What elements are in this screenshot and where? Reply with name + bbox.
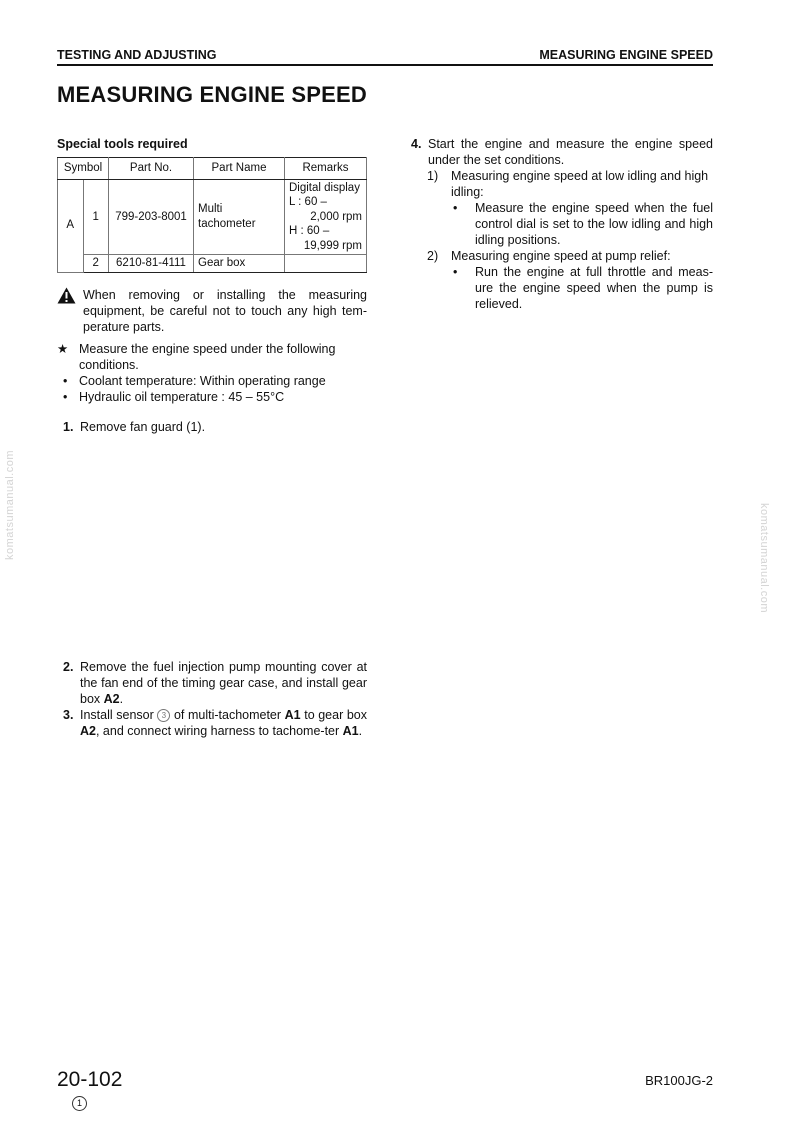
condition-text: Coolant temperature: Within operating range bbox=[79, 373, 326, 388]
step-text: . bbox=[119, 691, 124, 706]
revision-badge: 1 bbox=[72, 1096, 87, 1111]
circled-number: 3 bbox=[157, 709, 170, 722]
remarks-cell bbox=[285, 179, 367, 255]
watermark-left: komatsumanual.com bbox=[4, 450, 16, 560]
step-4 bbox=[411, 136, 713, 168]
table-header-row bbox=[58, 158, 367, 180]
bullet-icon: • bbox=[453, 201, 458, 215]
sub-step-number: 2) bbox=[427, 249, 439, 263]
star-icon: ★ bbox=[57, 341, 69, 356]
sub-step bbox=[411, 248, 713, 264]
number-cell: 1 bbox=[83, 179, 109, 255]
step-text: to gear box bbox=[300, 707, 367, 722]
page-title: MEASURING ENGINE SPEED bbox=[57, 82, 368, 107]
bullet-icon: • bbox=[63, 389, 68, 404]
list-item bbox=[57, 373, 367, 389]
step-1 bbox=[57, 419, 367, 435]
page-number: 20-102 bbox=[57, 1068, 123, 1091]
condition-text: Hydraulic oil temperature : 45 – 55°C bbox=[79, 389, 285, 404]
step-text: Start the engine and measure the engine speed under the set conditions. bbox=[428, 137, 713, 167]
left-column bbox=[57, 136, 367, 739]
step-number: 4. bbox=[411, 137, 422, 151]
table-row bbox=[58, 255, 367, 273]
column-header: Symbol bbox=[58, 158, 109, 180]
tool-ref: A1 bbox=[284, 707, 301, 722]
part-name-line: Multi bbox=[198, 203, 223, 216]
step-text: . bbox=[358, 723, 363, 738]
bullet-icon: • bbox=[453, 265, 458, 279]
bullet-icon: • bbox=[63, 373, 68, 388]
step-number: 1. bbox=[63, 419, 74, 434]
column-header: Part No. bbox=[109, 158, 194, 180]
special-tools-table bbox=[57, 157, 367, 273]
watermark-right: komatsumanual.com bbox=[758, 503, 770, 613]
remarks-line: H : 60 – bbox=[289, 225, 330, 237]
step-text: , and connect wiring harness to tachome-ter bbox=[95, 723, 343, 738]
right-column bbox=[411, 136, 713, 312]
warning-triangle-icon bbox=[57, 287, 76, 308]
step-number: 2. bbox=[63, 659, 74, 674]
bullet-text: Run the engine at full throttle and meas-ure the engine speed when the pump is relieved. bbox=[475, 265, 713, 311]
tool-ref: A1 bbox=[342, 723, 359, 738]
sub-step bbox=[411, 168, 713, 200]
list-item bbox=[411, 264, 713, 312]
step-text: Install sensor bbox=[80, 707, 158, 722]
step-text: Remove the fuel injection pump mounting cover at the fan end of the timing gear case, and install gear box bbox=[80, 659, 367, 706]
part-name-cell bbox=[194, 179, 285, 255]
tool-ref: A2 bbox=[103, 691, 120, 706]
special-tools-heading: Special tools required bbox=[57, 137, 188, 151]
column-header: Remarks bbox=[285, 158, 367, 180]
column-header: Part Name bbox=[194, 158, 285, 180]
sub-step-text: Measuring engine speed at pump relief: bbox=[451, 249, 671, 263]
remarks-line: 19,999 rpm bbox=[303, 239, 362, 252]
document-id: BR100JG-2 bbox=[645, 1073, 713, 1088]
warning-note bbox=[57, 287, 367, 335]
warning-text: When removing or installing the measuring equipment, be careful not to touch any high tem-perature parts. bbox=[83, 287, 367, 334]
step-number: 3. bbox=[63, 707, 74, 722]
bullet-text: Measure the engine speed when the fuel control dial is set to the low idling and high idling positions. bbox=[475, 201, 713, 247]
table-row bbox=[58, 179, 367, 255]
remarks-cell bbox=[285, 255, 367, 273]
step-text: of multi-tachometer bbox=[170, 707, 285, 722]
header-topic: MEASURING ENGINE SPEED bbox=[539, 48, 713, 62]
symbol-cell: A bbox=[58, 179, 84, 272]
conditions-text: Measure the engine speed under the following conditions. bbox=[79, 341, 336, 372]
header-section: TESTING AND ADJUSTING bbox=[57, 48, 217, 62]
list-item bbox=[411, 200, 713, 248]
part-name-line: tachometer bbox=[198, 217, 256, 230]
remarks-line: L : 60 – bbox=[289, 196, 327, 208]
tool-ref: A2 bbox=[80, 723, 96, 738]
part-name-cell: Gear box bbox=[194, 255, 285, 273]
part-no-cell: 799-203-8001 bbox=[109, 179, 194, 255]
conditions-note bbox=[57, 341, 367, 373]
part-no-cell: 6210-81-4111 bbox=[109, 255, 194, 273]
step-text: Remove fan guard (1). bbox=[80, 419, 206, 434]
list-item bbox=[57, 389, 367, 405]
remarks-line: 2,000 rpm bbox=[310, 210, 362, 223]
sub-step-text: Measuring engine speed at low idling and high idling: bbox=[451, 169, 709, 199]
step-3 bbox=[57, 707, 367, 739]
remarks-line: Digital display bbox=[289, 181, 360, 194]
page-header bbox=[57, 46, 713, 66]
number-cell: 2 bbox=[83, 255, 109, 273]
step-2 bbox=[57, 659, 367, 707]
sub-step-number: 1) bbox=[427, 169, 439, 183]
